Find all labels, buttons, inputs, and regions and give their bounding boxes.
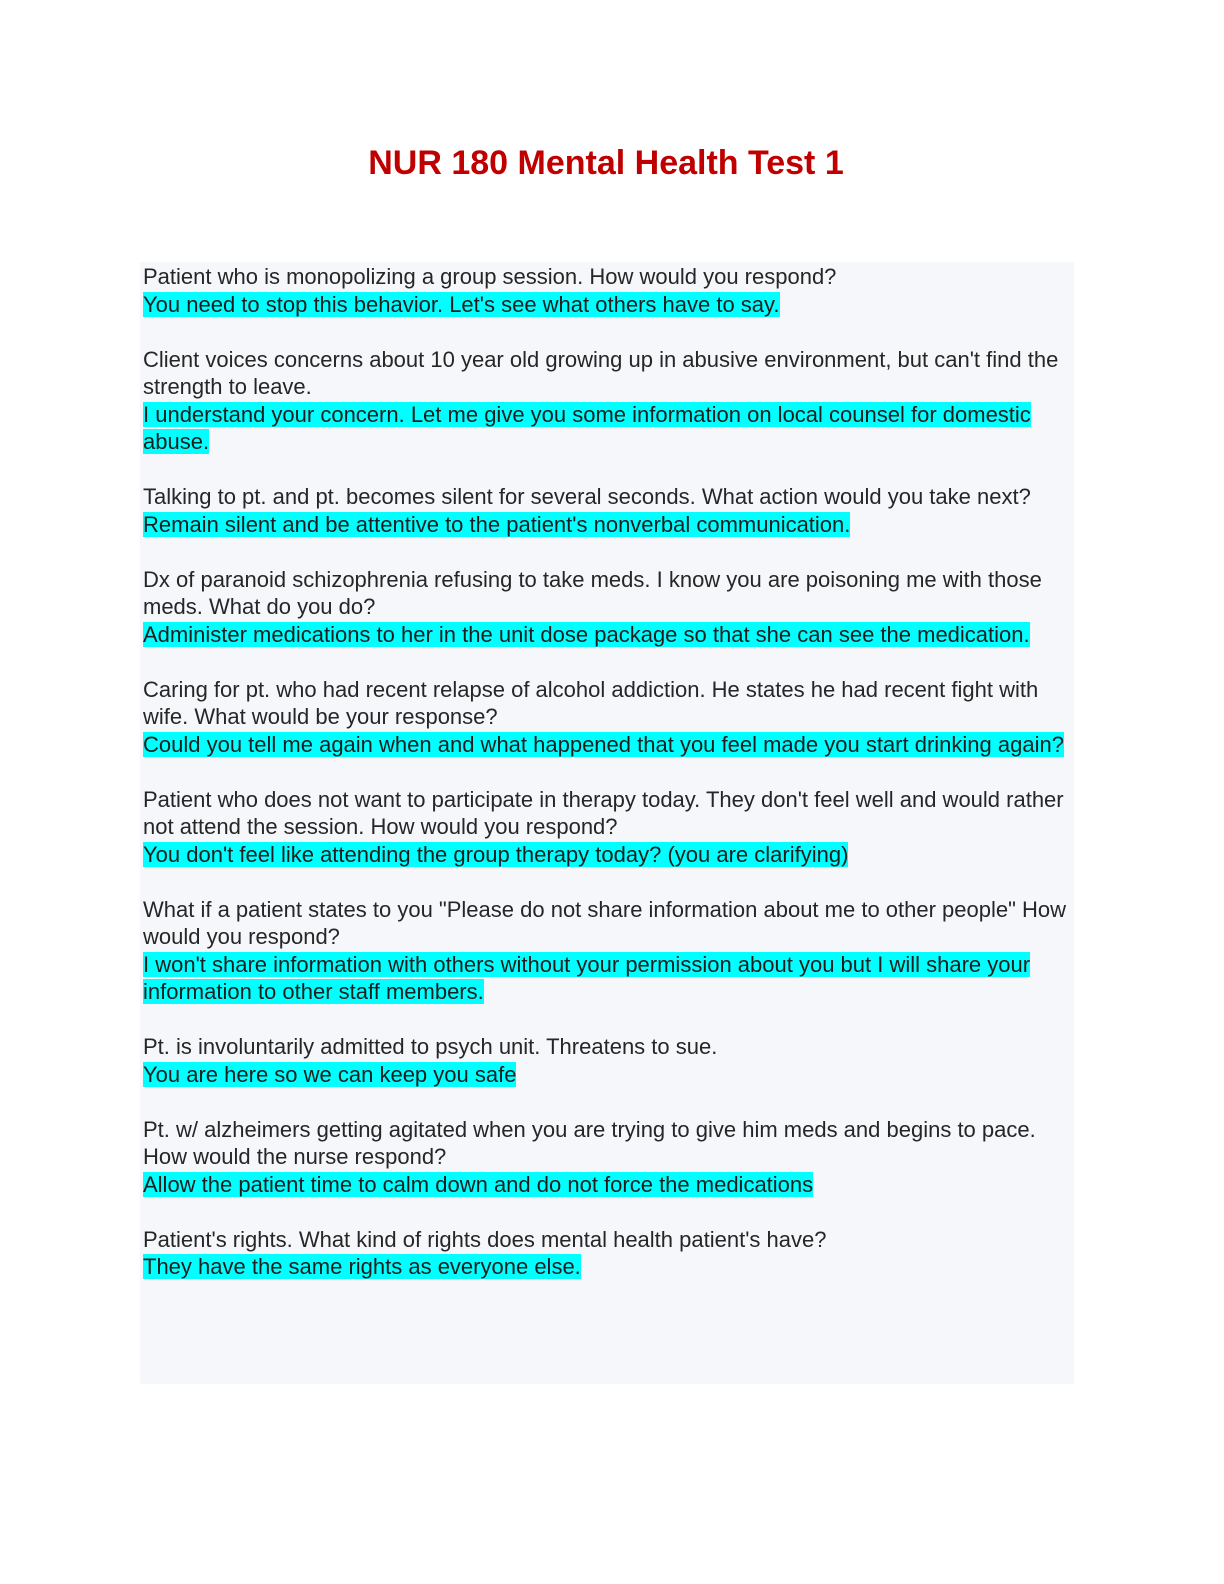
qa-item-6: [143, 786, 1074, 869]
qa-item-4: [143, 566, 1074, 649]
answer-highlight: [143, 1061, 1068, 1089]
answer-highlight: [143, 511, 1068, 539]
answer-text: Remain silent and be attentive to the patient's nonverbal communication.: [143, 511, 851, 537]
answer-text: I understand your concern. Let me give you some information on local counsel for domestic abuse.: [143, 401, 1031, 454]
answer-text: They have the same rights as everyone else.: [143, 1254, 581, 1279]
qa-item-8: [143, 1033, 1074, 1088]
qa-item-3: [143, 483, 1074, 538]
answer-text: You need to stop this behavior. Let's see what others have to say.: [143, 291, 780, 317]
answer-text: Could you tell me again when and what happened that you feel made you start drinking again?: [143, 731, 1064, 757]
question-text: What if a patient states to you "Please do not share information about me to other people" How would you respond?: [143, 896, 1067, 949]
question-text: Patient's rights. What kind of rights does mental health patient's have?: [143, 1226, 827, 1252]
page-title: NUR 180 Mental Health Test 1: [368, 144, 844, 182]
question-text: Dx of paranoid schizophrenia refusing to take meds. I know you are poisoning me with those meds. What do you do?: [143, 566, 1042, 619]
answer-text: You are here so we can keep you safe: [143, 1061, 517, 1087]
answer-highlight: [143, 1253, 1068, 1281]
question-text: Client voices concerns about 10 year old growing up in abusive environment, but can't find the strength to leave.: [143, 346, 1059, 399]
answer-highlight: [143, 841, 1068, 869]
answer-highlight: [143, 621, 1068, 649]
qa-panel: [140, 262, 1074, 1384]
question-text: Talking to pt. and pt. becomes silent for several seconds. What action would you take next?: [143, 484, 1031, 509]
answer-text: I won't share information with others without your permission about you but I will share your information to other staff members.: [143, 951, 1031, 1004]
answer-text: Administer medications to her in the unit dose package so that she can see the medication.: [143, 621, 1030, 647]
qa-item-2: [143, 346, 1074, 456]
qa-item-5: [143, 676, 1074, 759]
answer-text: Allow the patient time to calm down and do not force the medications: [143, 1171, 814, 1197]
answer-highlight: [143, 951, 1068, 1006]
question-text: Pt. w/ alzheimers getting agitated when you are trying to give him meds and begins to pace. How would the nurse respond?: [143, 1116, 1036, 1169]
answer-highlight: [143, 1171, 1068, 1199]
qa-item-1: [143, 263, 1074, 318]
answer-highlight: [143, 291, 1068, 319]
question-text: Patient who does not want to participate in therapy today. They don't feel well and would rather not attend the session. How would you respond?: [143, 786, 1064, 839]
question-text: Caring for pt. who had recent relapse of alcohol addiction. He states he had recent fight with wife. What would be your response?: [143, 676, 1039, 729]
answer-highlight: [143, 731, 1068, 759]
qa-item-7: [143, 896, 1074, 1006]
qa-item-10: [143, 1226, 1074, 1281]
qa-item-9: [143, 1116, 1074, 1199]
answer-highlight: [143, 401, 1068, 456]
question-text: Patient who is monopolizing a group session. How would you respond?: [143, 264, 837, 289]
answer-text: You don't feel like attending the group therapy today? (you are clarifying): [143, 841, 849, 867]
question-text: Pt. is involuntarily admitted to psych unit. Threatens to sue.: [143, 1034, 718, 1059]
